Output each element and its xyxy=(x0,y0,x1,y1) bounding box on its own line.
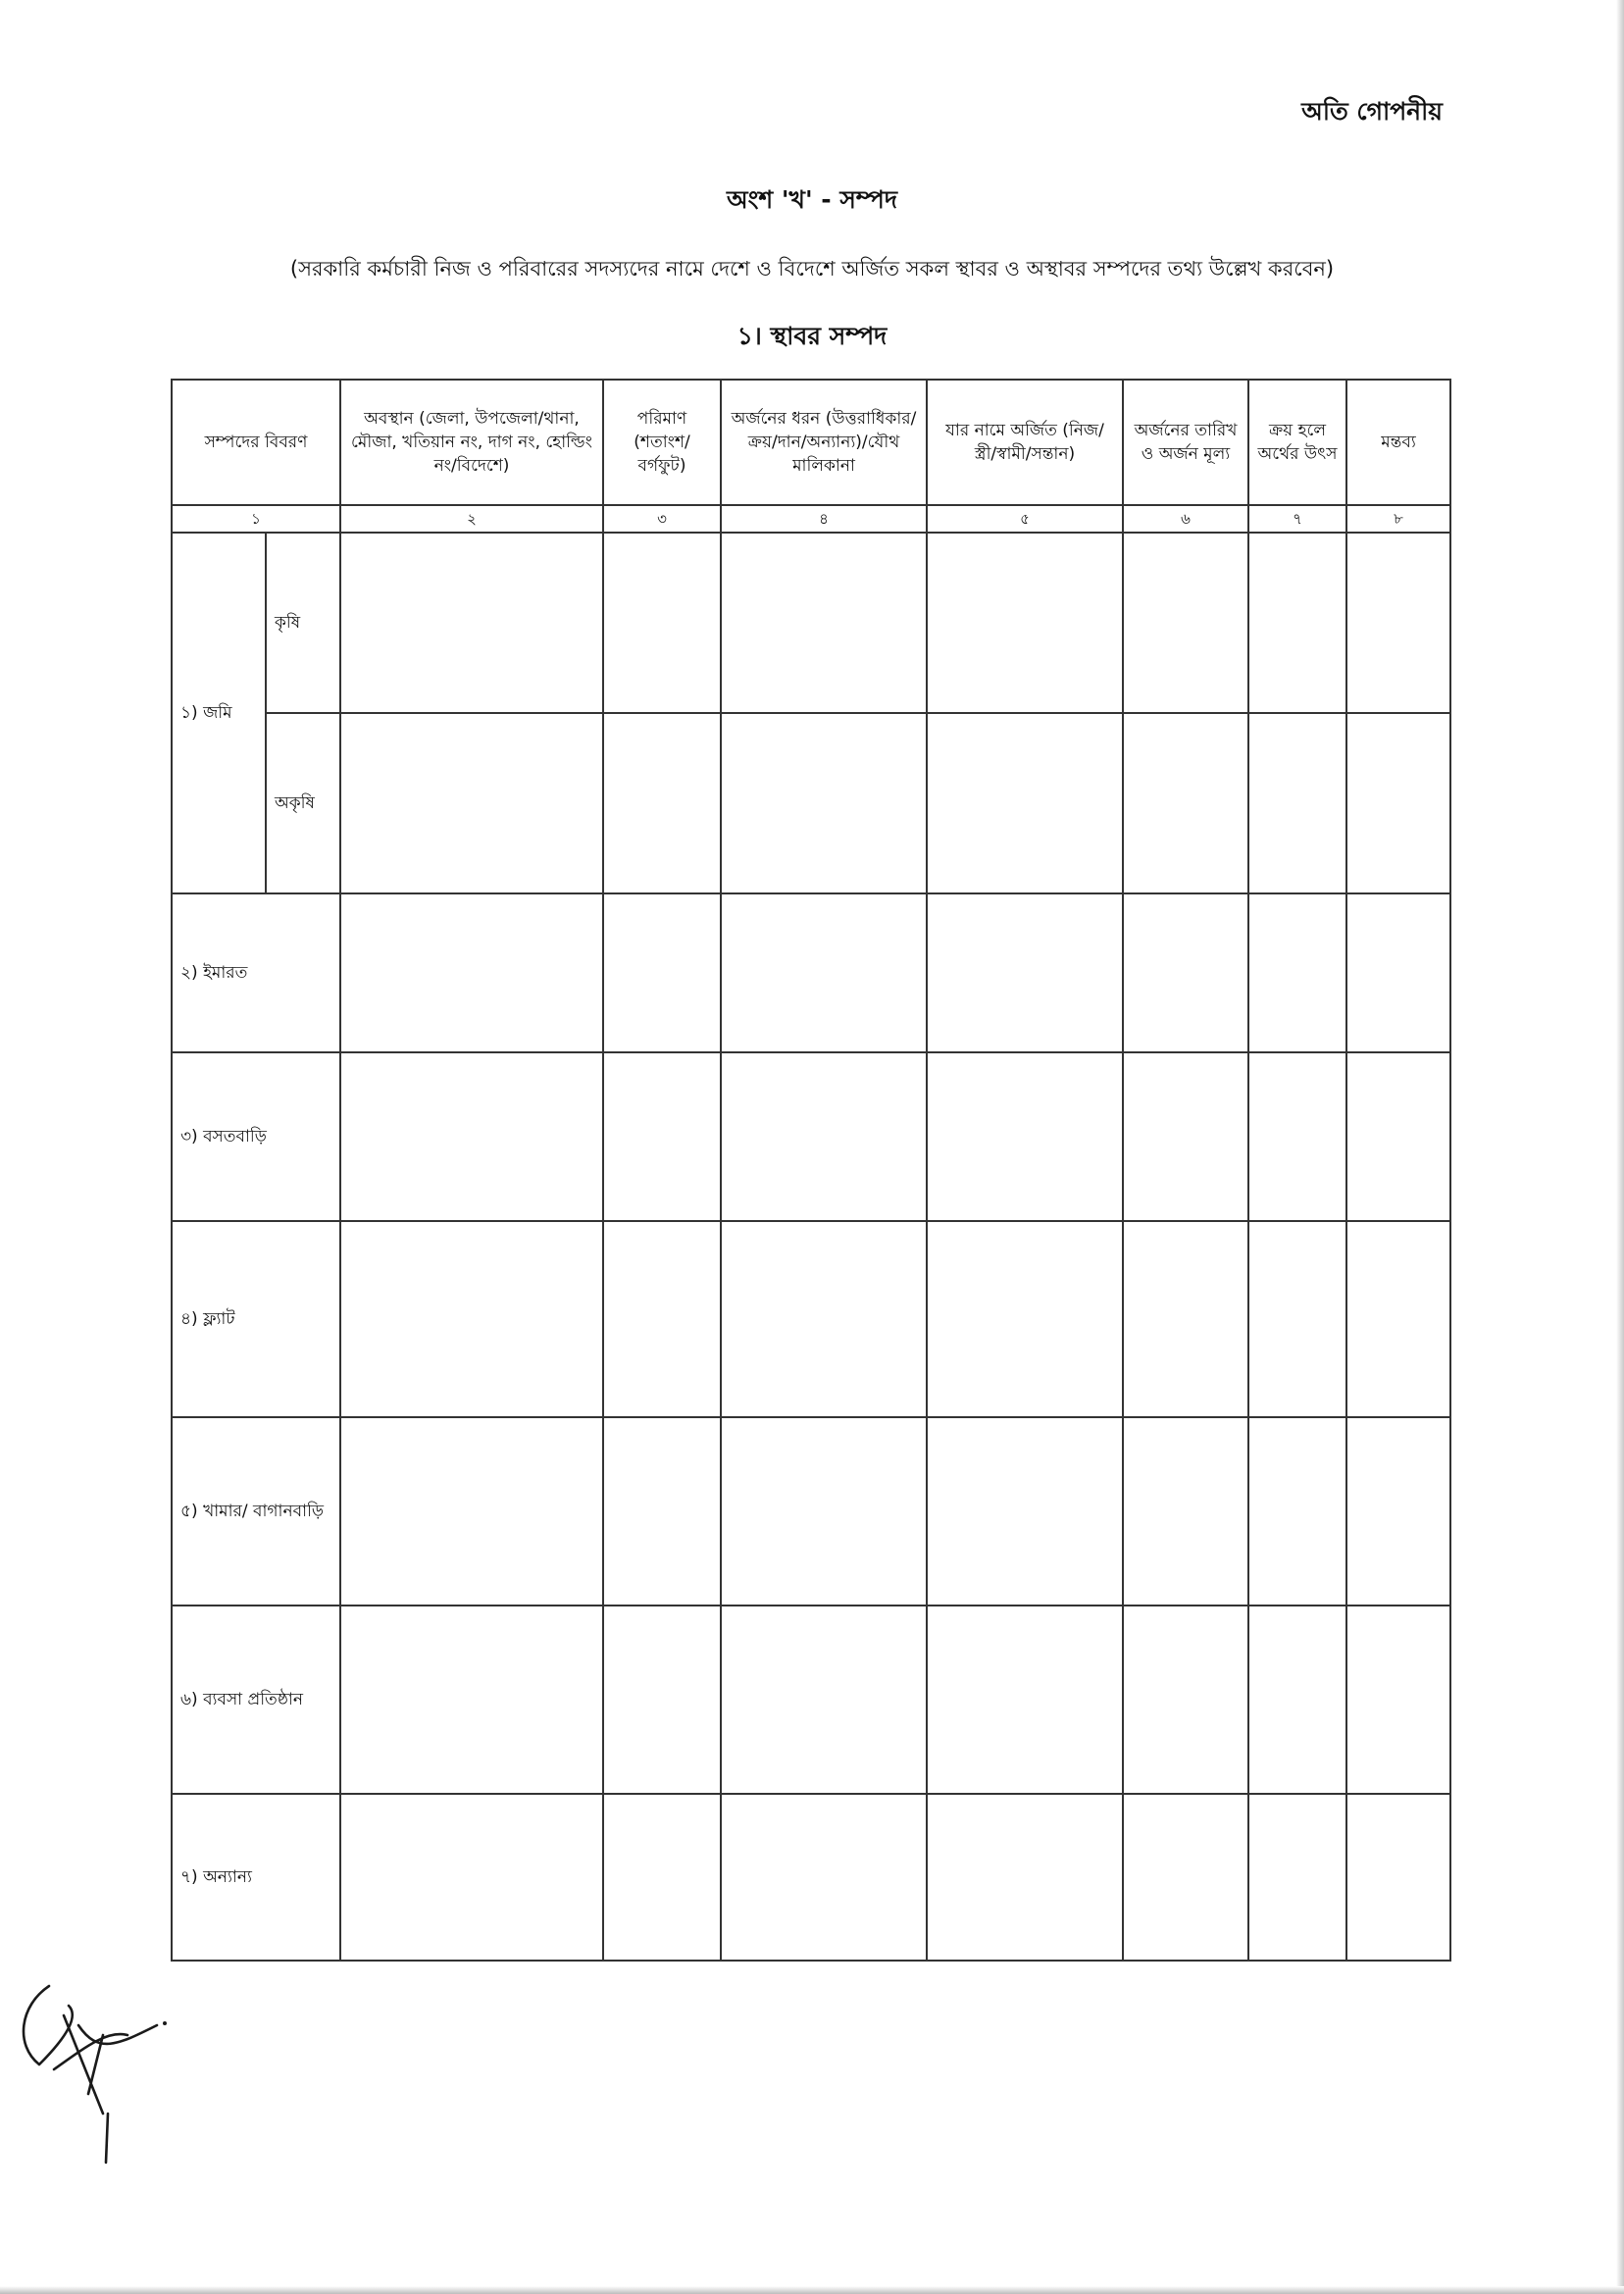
table-cell xyxy=(927,713,1123,893)
table-cell xyxy=(340,713,603,893)
table-cell xyxy=(1123,1417,1248,1606)
table-cell xyxy=(603,1417,721,1606)
table-cell xyxy=(927,1794,1123,1961)
table-cell xyxy=(1248,533,1346,713)
table-row xyxy=(172,713,1450,893)
sub-section-title: ১। স্থাবর সম্পদ xyxy=(736,322,888,350)
table-row xyxy=(172,1794,1450,1961)
table-cell xyxy=(340,1417,603,1606)
table-row xyxy=(172,1052,1450,1221)
column-header: অবস্থান (জেলা, উপজেলা/থানা, মৌজা, খতিয়ান নং, দাগ নং, হোল্ডিং নং/বিদেশে) xyxy=(340,380,603,505)
table-cell xyxy=(721,893,927,1052)
column-number: ২ xyxy=(340,505,603,533)
table-cell xyxy=(1248,1052,1346,1221)
table-cell xyxy=(1123,713,1248,893)
table-cell xyxy=(927,1606,1123,1794)
table-cell xyxy=(340,1794,603,1961)
table-row xyxy=(172,893,1450,1052)
table-cell xyxy=(1123,1606,1248,1794)
table-row xyxy=(172,1417,1450,1606)
row-label-building: ২) ইমারত xyxy=(172,893,340,1052)
table-cell xyxy=(340,533,603,713)
column-header: মন্তব্য xyxy=(1346,380,1450,505)
table-cell xyxy=(603,1794,721,1961)
row-label-farm: ৫) খামার/ বাগানবাড়ি xyxy=(172,1417,340,1606)
table-cell xyxy=(1123,1221,1248,1417)
column-header: সম্পদের বিবরণ xyxy=(172,380,340,505)
table-cell xyxy=(1248,1417,1346,1606)
table-cell xyxy=(721,1221,927,1417)
table-cell xyxy=(1346,1052,1450,1221)
section-title: অংশ 'খ' - সম্পদ xyxy=(726,185,898,214)
column-number: ৬ xyxy=(1123,505,1248,533)
table-row xyxy=(172,1221,1450,1417)
table-cell xyxy=(1346,533,1450,713)
table-cell xyxy=(927,1221,1123,1417)
table-cell xyxy=(603,1221,721,1417)
table-row xyxy=(172,533,1450,713)
table-cell xyxy=(927,533,1123,713)
table-cell xyxy=(1123,893,1248,1052)
table-cell xyxy=(340,1606,603,1794)
column-header: পরিমাণ (শতাংশ/ বর্গফুট) xyxy=(603,380,721,505)
table-cell xyxy=(1123,1794,1248,1961)
table-cell xyxy=(1123,533,1248,713)
handwritten-signature xyxy=(10,1976,177,2172)
table-cell xyxy=(603,1606,721,1794)
table-cell xyxy=(340,1052,603,1221)
table-cell xyxy=(1346,1606,1450,1794)
table-cell xyxy=(603,1052,721,1221)
confidential-label: অতি গোপনীয় xyxy=(1301,97,1443,126)
table-cell xyxy=(927,1052,1123,1221)
row-label-residence: ৩) বসতবাড়ি xyxy=(172,1052,340,1221)
column-header: অর্জনের ধরন (উত্তরাধিকার/ ক্রয়/দান/অন্যান্য)/যৌথ মালিকানা xyxy=(721,380,927,505)
column-number: ৪ xyxy=(721,505,927,533)
table-cell xyxy=(603,533,721,713)
column-number: ৭ xyxy=(1248,505,1346,533)
column-header: ক্রয় হলে অর্থের উৎস xyxy=(1248,380,1346,505)
table-cell xyxy=(721,713,927,893)
table-cell xyxy=(340,1221,603,1417)
column-number: ৫ xyxy=(927,505,1123,533)
instruction-text: (সরকারি কর্মচারী নিজ ও পরিবারের সদস্যদের নামে দেশে ও বিদেশে অর্জিত সকল স্থাবর ও অস্থাবর সম্পদের তথ্য উল্লেখ করবেন) xyxy=(289,257,1335,280)
table-cell xyxy=(1248,713,1346,893)
table-cell xyxy=(1123,1052,1248,1221)
row-label-non-agricultural: অকৃষি xyxy=(266,713,340,893)
column-number: ৮ xyxy=(1346,505,1450,533)
table-cell xyxy=(1248,1606,1346,1794)
row-label-flat: ৪) ফ্ল্যাট xyxy=(172,1221,340,1417)
row-label-business: ৬) ব্যবসা প্রতিষ্ঠান xyxy=(172,1606,340,1794)
table-cell xyxy=(1248,1221,1346,1417)
column-number: ৩ xyxy=(603,505,721,533)
table-cell xyxy=(1248,893,1346,1052)
column-header: যার নামে অর্জিত (নিজ/ স্ত্রী/স্বামী/সন্তান) xyxy=(927,380,1123,505)
table-cell xyxy=(1248,1794,1346,1961)
table-row xyxy=(172,1606,1450,1794)
table-cell xyxy=(927,1417,1123,1606)
row-label-agricultural: কৃষি xyxy=(266,533,340,713)
table-cell xyxy=(721,1052,927,1221)
column-number-row xyxy=(172,505,1450,533)
row-label-others: ৭) অন্যান্য xyxy=(172,1794,340,1961)
table-cell xyxy=(1346,713,1450,893)
table-cell xyxy=(927,893,1123,1052)
table-cell xyxy=(1346,1417,1450,1606)
table-cell xyxy=(721,1794,927,1961)
column-number: ১ xyxy=(172,505,340,533)
table-cell xyxy=(603,893,721,1052)
table-cell xyxy=(1346,893,1450,1052)
table-cell xyxy=(721,1417,927,1606)
page-bottom-shadow xyxy=(0,2286,1624,2294)
header-row xyxy=(172,380,1450,505)
row-label-land: ১) জমি xyxy=(172,533,266,893)
table-cell xyxy=(603,713,721,893)
immovable-asset-table xyxy=(171,379,1451,1962)
table-cell xyxy=(721,1606,927,1794)
column-header: অর্জনের তারিখ ও অর্জন মূল্য xyxy=(1123,380,1248,505)
table-cell xyxy=(1346,1221,1450,1417)
table-cell xyxy=(1346,1794,1450,1961)
table-cell xyxy=(340,893,603,1052)
table-cell xyxy=(721,533,927,713)
